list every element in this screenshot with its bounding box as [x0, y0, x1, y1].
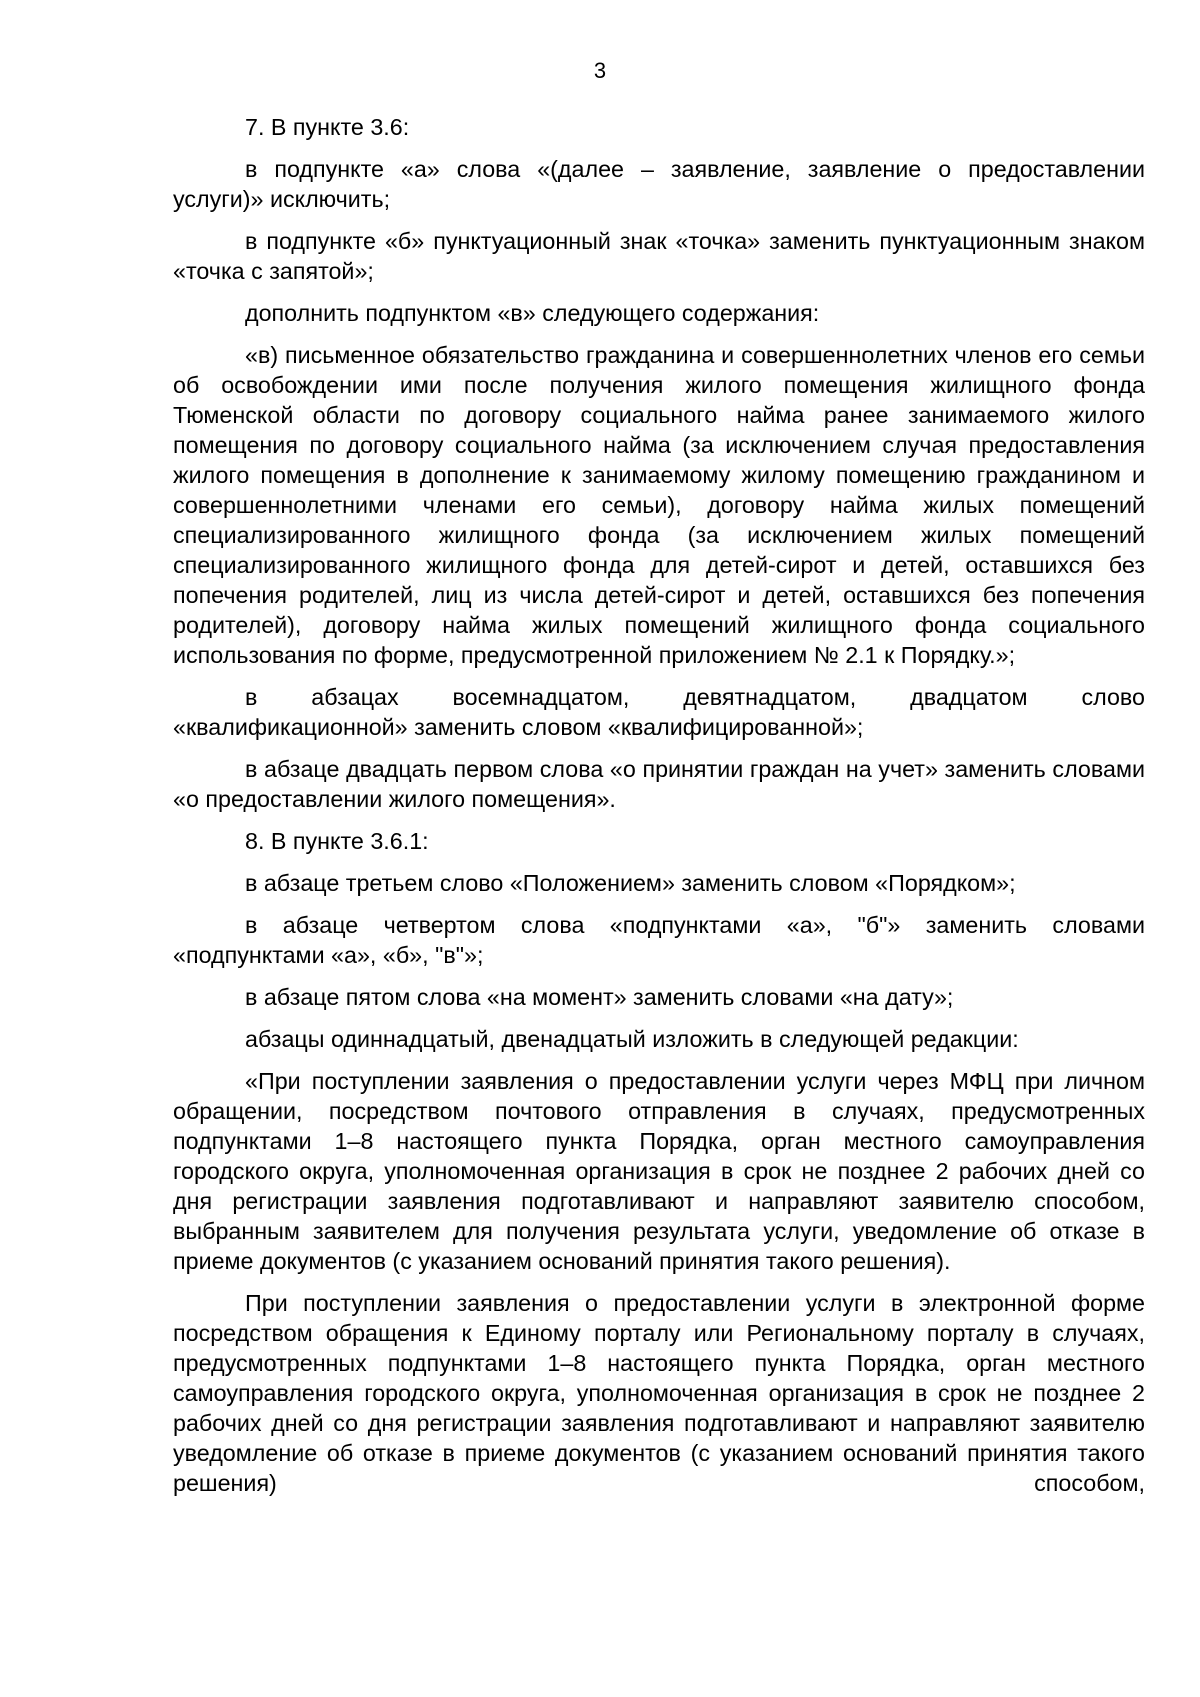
paragraph-subpoint-v-text: «в) письменное обязательство гражданина и совершеннолетних членов его семьи об освобождении ими после получения жилого помещения жилищного фонда Тюменской области по договору социального найма ранее занимаемого жилого помещения по договору социального найма (за исключением случая предоставления жилого помещения в дополнение к занимаемому жилому помещению гражданином и совершеннолетними членами его семьи), договору найма жилых помещений специализированного жилищного фонда (за исключением жилых помещений специализированного жилищного фонда для детей-сирот и детей, оставшихся без попечения родителей, лиц из числа детей-сирот и детей, оставшихся без попечения родителей), договору найма жилых помещений жилищного фонда социального использования по форме, предусмотренной приложением № 2.1 к Порядку.»; [173, 342, 1145, 668]
paragraph-electronic-application: При поступлении заявления о предоставлении услуги в электронной форме посредством обращения к Единому порталу или Региональному порталу в случаях, предусмотренных подпунктами 1–8 настоящего пункта Порядка, орган местного самоуправления городского округа, уполномоченная организация в срок не позднее 2 рабочих дней со дня регистрации заявления подготавливают и направляют заявителю уведомление об отказе в приеме документов (с указанием оснований принятия такого решения) способом, [173, 1290, 1145, 1496]
paragraph-abzac-5: в абзаце пятом слова «на момент» заменить словами «на дату»; [245, 984, 954, 1010]
document-body [173, 112, 1145, 1510]
paragraph-abzacy-11-12: абзацы одиннадцатый, двенадцатый изложить в следующей редакции: [245, 1026, 1019, 1052]
paragraph-item-8-heading: 8. В пункте 3.6.1: [245, 828, 429, 854]
paragraph-subpoint-a: в подпункте «а» слова «(далее – заявление, заявление о предоставлении услуги)» исключить; [173, 156, 1145, 212]
paragraph-abzacy-18-20: в абзацах восемнадцатом, девятнадцатом, двадцатом слово «квалификационной» заменить словом «квалифицированной»; [173, 684, 1145, 740]
paragraph-abzac-21: в абзаце двадцать первом слова «о принятии граждан на учет» заменить словами «о предоставлении жилого помещения». [173, 756, 1145, 812]
paragraph-add-subpoint-v: дополнить подпунктом «в» следующего содержания: [245, 300, 820, 326]
paragraph-item-7-heading: 7. В пункте 3.6: [245, 114, 410, 140]
paragraph-abzac-3: в абзаце третьем слово «Положением» заменить словом «Порядком»; [245, 870, 1016, 896]
paragraph-subpoint-b: в подпункте «б» пунктуационный знак «точка» заменить пунктуационным знаком «точка с запятой»; [173, 228, 1145, 284]
page-number: 3 [593, 58, 607, 83]
paragraph-abzac-4: в абзаце четвертом слова «подпунктами «а», "б"» заменить словами «подпунктами «а», «б», "в"»; [173, 912, 1145, 968]
paragraph-mfc-application: «При поступлении заявления о предоставлении услуги через МФЦ при личном обращении, посредством почтового отправления в случаях, предусмотренных подпунктами 1–8 настоящего пункта Порядка, орган местного самоуправления городского округа, уполномоченная организация в срок не позднее 2 рабочих дней со дня регистрации заявления подготавливают и направляют заявителю способом, выбранным заявителем для получения результата услуги, уведомление об отказе в приеме документов (с указанием оснований принятия такого решения). [173, 1068, 1145, 1274]
